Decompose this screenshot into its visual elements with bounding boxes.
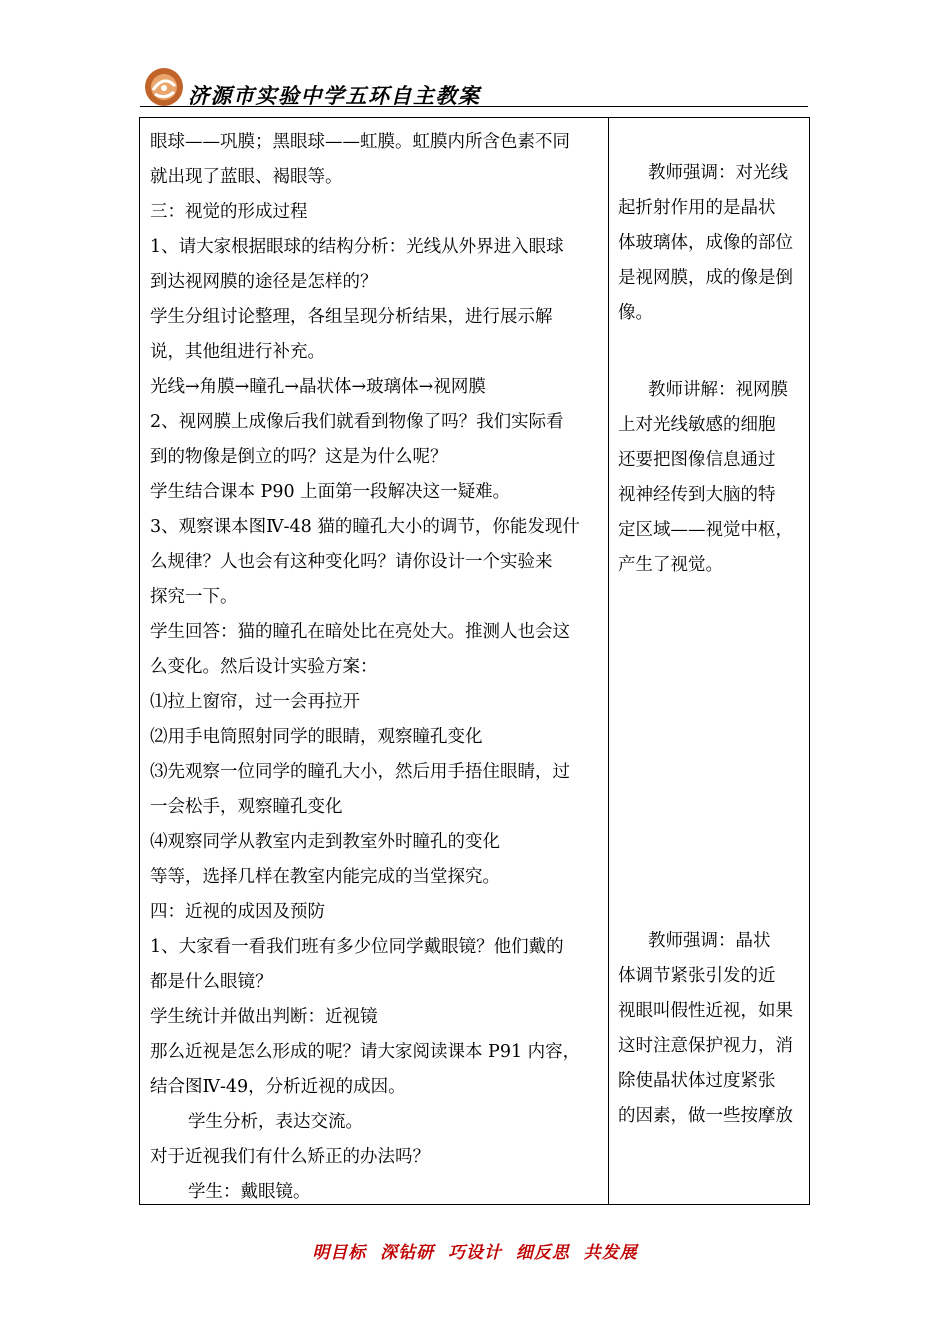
content-line: 等等，选择几样在教室内能完成的当堂探究。 [150,867,500,887]
lesson-content [150,125,605,1210]
section-heading: 四：近视的成因及预防 [150,902,325,922]
note-line: 教师强调：对光线 [648,163,788,183]
content-line: 学生：戴眼镜。 [188,1182,311,1202]
header-rule [140,106,808,107]
content-line: 学生结合课本 P90 上面第一段解决这一疑难。 [150,482,511,502]
note-line: 体调节紧张引发的近 [618,966,776,986]
lesson-table [139,117,810,1205]
content-line: 学生分组讨论整理，各组呈现分析结果，进行展示解 [150,307,553,327]
teacher-note [618,156,805,331]
content-line: 2、视网膜上成像后我们就看到物像了吗？我们实际看 [150,412,564,432]
content-line: 对于近视我们有什么矫正的办法吗？ [150,1147,430,1167]
note-line: 上对光线敏感的细胞 [618,415,776,435]
content-line: 到的物像是倒立的吗？这是为什么呢？ [150,447,448,467]
teacher-note [618,373,805,583]
note-line: 视神经传到大脑的特 [618,485,776,505]
content-line: ⑶先观察一位同学的瞳孔大小，然后用手捂住眼睛，过 [150,762,570,782]
content-line: 1、请大家根据眼球的结构分析：光线从外界进入眼球 [150,237,564,257]
column-divider [608,118,609,1204]
note-line: 体玻璃体，成像的部位 [618,233,793,253]
content-line: 那么近视是怎么形成的呢？请大家阅读课本 P91 内容， [150,1042,581,1062]
content-line: 到达视网膜的途径是怎样的？ [150,272,378,292]
section-heading: 三：视觉的形成过程 [150,202,308,222]
content-line: 么规律？人也会有这种变化吗？请你设计一个实验来 [150,552,553,572]
note-line: 视眼叫假性近视，如果 [618,1001,793,1021]
content-line: ⑷观察同学从教室内走到教室外时瞳孔的变化 [150,832,500,852]
note-line: 产生了视觉。 [618,555,723,575]
content-line: 学生分析，表达交流。 [188,1112,363,1132]
note-line: 起折射作用的是晶状 [618,198,776,218]
content-line: 么变化。然后设计实验方案： [150,657,378,677]
content-line: 1、大家看一看我们班有多少位同学戴眼镜？他们戴的 [150,937,564,957]
content-line: ⑴拉上窗帘，过一会再拉开 [150,692,360,712]
content-line: 就出现了蓝眼、褐眼等。 [150,167,343,187]
content-line: 一会松手，观察瞳孔变化 [150,797,343,817]
content-line: 学生回答：猫的瞳孔在暗处比在亮处大。推测人也会这 [150,622,570,642]
note-line: 教师讲解：视网膜 [648,380,788,400]
content-line: 都是什么眼镜？ [150,972,273,992]
content-line: 眼球——巩膜；黑眼球——虹膜。虹膜内所含色素不同 [150,132,570,152]
school-logo [143,66,185,108]
teacher-note [618,924,805,1134]
content-line: 说，其他组进行补充。 [150,342,325,362]
content-line: 光线→角膜→瞳孔→晶状体→玻璃体→视网膜 [150,377,486,397]
school-name: 济源市实验中学五环自主教案 [188,83,481,108]
note-line: 还要把图像信息通过 [618,450,776,470]
content-line: 结合图Ⅳ-49，分析近视的成因。 [150,1077,406,1097]
footer-motto: 明目标 深钻研 巧设计 细反思 共发展 [312,1243,638,1263]
note-line: 的因素，做一些按摩放 [618,1106,793,1126]
content-line: 3、观察课本图Ⅳ-48 猫的瞳孔大小的调节，你能发现什 [150,517,580,537]
note-line: 除使晶状体过度紧张 [618,1071,776,1091]
note-line: 是视网膜，成的像是倒 [618,268,793,288]
content-line: 学生统计并做出判断：近视镜 [150,1007,378,1027]
content-line: 探究一下。 [150,587,238,607]
note-line: 像。 [618,303,653,323]
note-line: 定区域——视觉中枢， [618,520,793,540]
note-line: 教师强调：晶状 [648,931,771,951]
content-line: ⑵用手电筒照射同学的眼睛，观察瞳孔变化 [150,727,483,747]
note-line: 这时注意保护视力，消 [618,1036,793,1056]
